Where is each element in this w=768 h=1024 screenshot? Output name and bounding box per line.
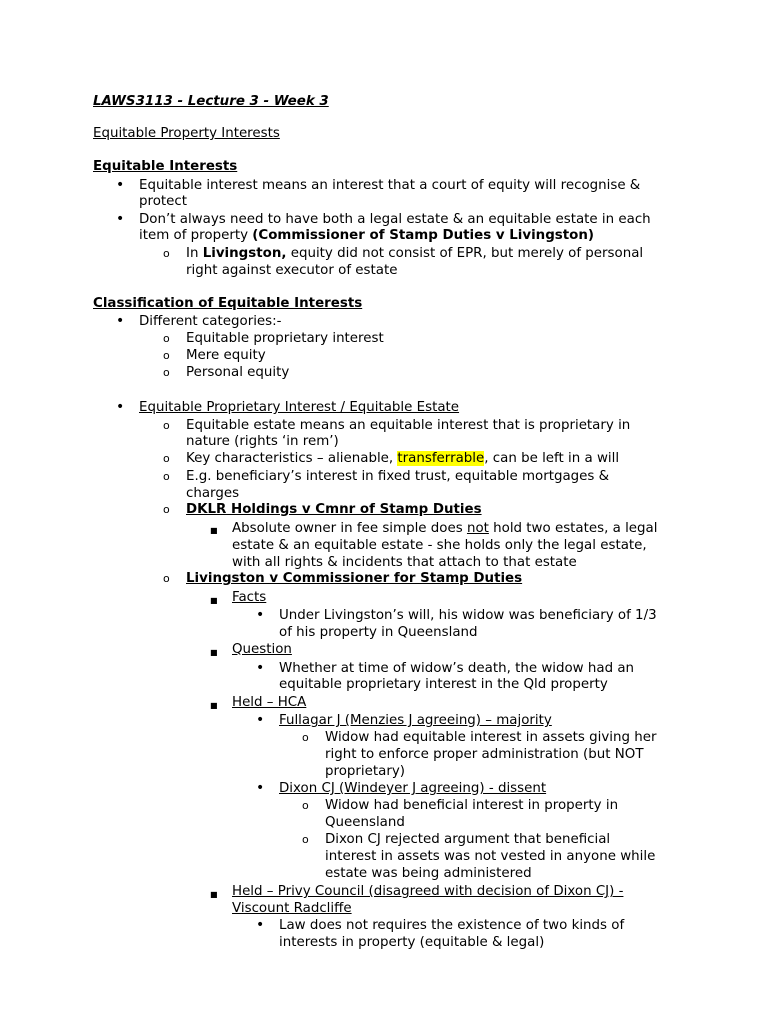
text-line: estate & an equitable estate - she holds only the legal estate, [232, 538, 647, 553]
text-line: Equitable estate means an equitable interest that is proprietary in [186, 418, 631, 433]
label-held-privy-council: Held – Privy Council (disagreed with decision of Dixon CJ) - [232, 884, 624, 899]
square-bullet-icon: ■ [210, 526, 218, 535]
text-line: interests in property (equitable & legal) [279, 935, 545, 950]
text-line: Whether at time of widow’s death, the widow had an [279, 661, 635, 676]
list-item: Mere equity [186, 348, 266, 363]
circle-bullet-icon: o [163, 247, 170, 260]
bullet-icon: • [116, 177, 125, 193]
text-line: estate was being administered [325, 866, 532, 881]
text-line: item of property (Commissioner of Stamp Duties v Livingston) [139, 228, 595, 243]
text-line: protect [139, 194, 188, 209]
text-line: Queensland [325, 815, 405, 830]
square-bullet-icon: ■ [210, 890, 218, 899]
bullet-icon: • [116, 313, 125, 329]
section-heading-classification: Classification of Equitable Interests [93, 296, 363, 311]
circle-bullet-icon: o [163, 332, 170, 345]
bullet-icon: • [256, 917, 265, 933]
text-line: interest in assets was not vested in anyone while [325, 849, 656, 864]
text-line: E.g. beneficiary’s interest in fixed trust, equitable mortgages & [186, 469, 610, 484]
text-line: Different categories:- [139, 314, 282, 329]
text-line: Under Livingston’s will, his widow was beneficiary of 1/3 [279, 608, 657, 623]
bullet-icon: • [256, 712, 265, 728]
circle-bullet-icon: o [163, 349, 170, 362]
text-line: Absolute owner in fee simple does not hold two estates, a legal [232, 521, 658, 536]
text-line: right to enforce proper administration (but NOT [325, 747, 644, 762]
text-line: Widow had equitable interest in assets giving her [325, 730, 657, 745]
bullet-icon: • [116, 399, 125, 415]
circle-bullet-icon: o [163, 503, 170, 516]
circle-bullet-icon: o [163, 572, 170, 585]
judge-dixon: Dixon CJ (Windeyer J agreeing) - dissent [279, 781, 547, 796]
circle-bullet-icon: o [163, 419, 170, 432]
circle-bullet-icon: o [163, 452, 170, 465]
text-line: proprietary) [325, 764, 405, 779]
highlighted-text: transferrable [397, 451, 485, 466]
text-line: of his property in Queensland [279, 625, 478, 640]
text-line: charges [186, 486, 240, 501]
text-line: equitable proprietary interest in the Qld property [279, 677, 608, 692]
page-title: LAWS3113 - Lecture 3 - Week 3 [93, 94, 329, 109]
circle-bullet-icon: o [302, 833, 309, 846]
page-subtitle: Equitable Property Interests [93, 126, 280, 141]
text-line: In Livingston, equity did not consist of EPR, but merely of personal [186, 246, 644, 261]
text-line: Widow had beneficial interest in property in [325, 798, 619, 813]
label-held-hca: Held – HCA [232, 695, 307, 710]
list-item: Equitable proprietary interest [186, 331, 384, 346]
list-item: Personal equity [186, 365, 290, 380]
circle-bullet-icon: o [302, 731, 309, 744]
text-line: right against executor of estate [186, 263, 398, 278]
square-bullet-icon: ■ [210, 701, 218, 710]
bullet-icon: • [116, 211, 125, 227]
label-question: Question [232, 642, 292, 657]
circle-bullet-icon: o [302, 799, 309, 812]
text-line: Key characteristics – alienable, transferrable, can be left in a will [186, 451, 620, 466]
case-heading-livingston: Livingston v Commissioner for Stamp Duties [186, 571, 523, 586]
square-bullet-icon: ■ [210, 596, 218, 605]
case-heading-dklr: DKLR Holdings v Cmnr of Stamp Duties [186, 502, 482, 517]
bullet-icon: • [256, 780, 265, 796]
label-held-privy-council: Viscount Radcliffe [232, 901, 352, 916]
text-line: Law does not requires the existence of two kinds of [279, 918, 625, 933]
label-facts: Facts [232, 590, 267, 605]
circle-bullet-icon: o [163, 366, 170, 379]
text-line: Equitable interest means an interest that a court of equity will recognise & [139, 178, 641, 193]
bullet-icon: • [256, 660, 265, 676]
text-line: nature (rights ‘in rem’) [186, 434, 339, 449]
square-bullet-icon: ■ [210, 648, 218, 657]
judge-fullagar: Fullagar J (Menzies J agreeing) – majority [279, 713, 552, 728]
text-line: with all rights & incidents that attach to that estate [232, 555, 577, 570]
text-line: Dixon CJ rejected argument that beneficial [325, 832, 611, 847]
section-heading-equitable-interests: Equitable Interests [93, 159, 238, 174]
text-line: Don’t always need to have both a legal estate & an equitable estate in each [139, 212, 651, 227]
circle-bullet-icon: o [163, 470, 170, 483]
bullet-icon: • [256, 607, 265, 623]
subheading-epi: Equitable Proprietary Interest / Equitable Estate [139, 400, 460, 415]
